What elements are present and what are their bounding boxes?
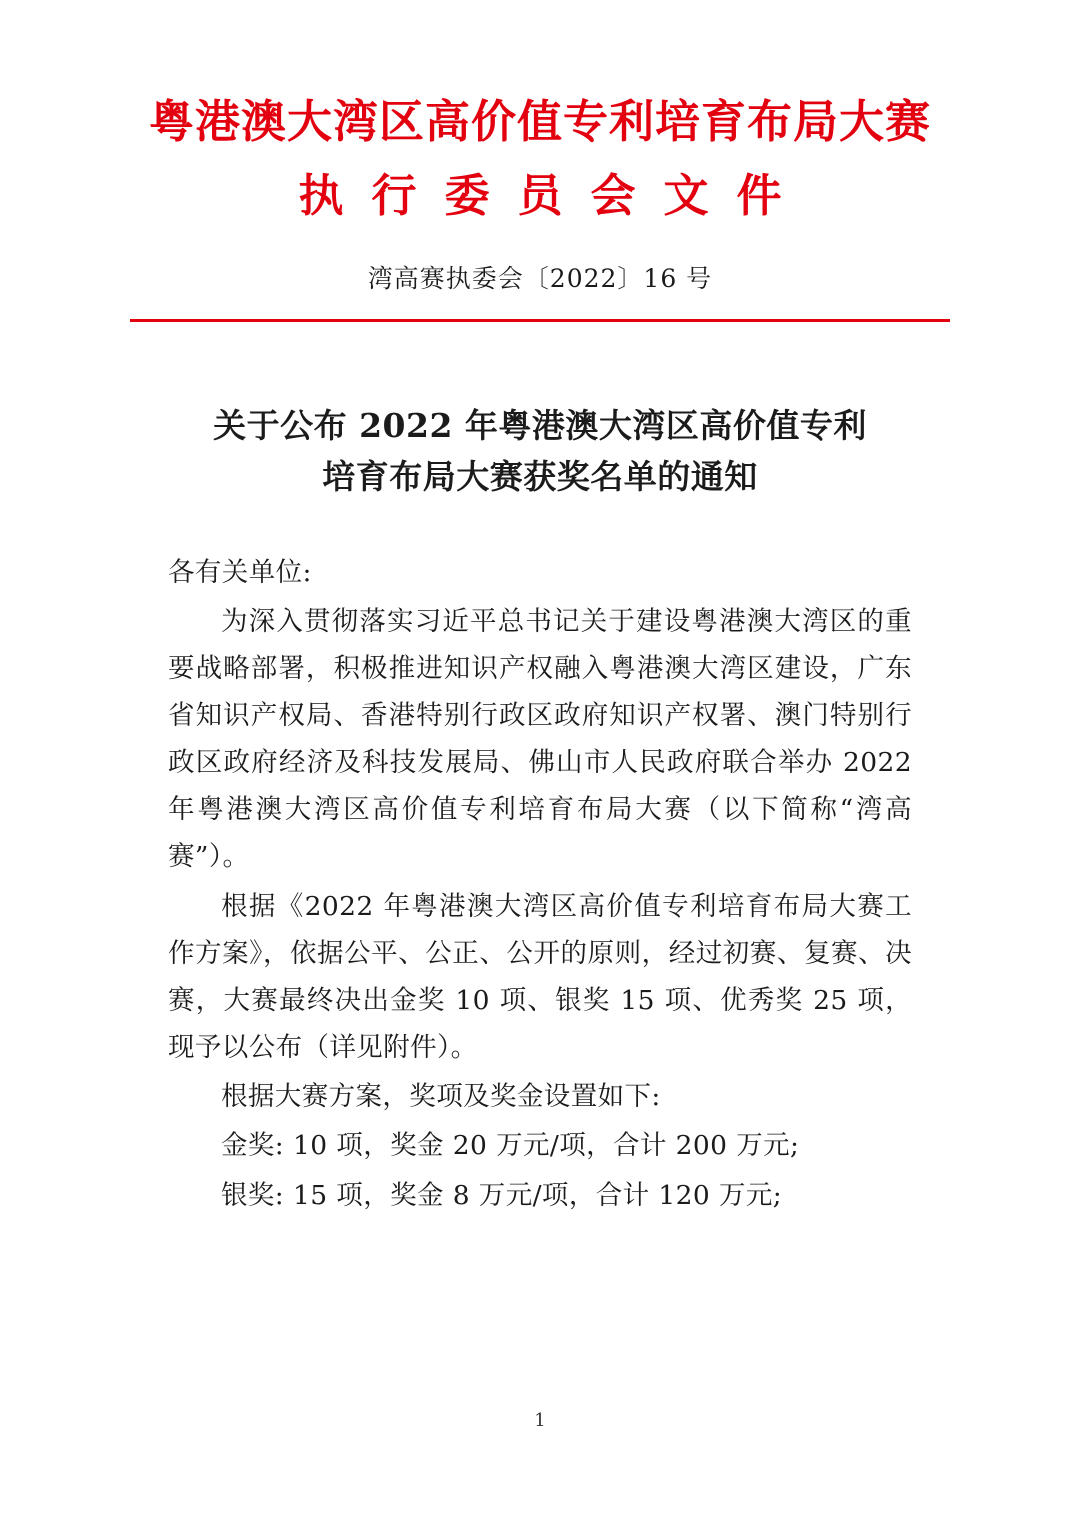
page-title <box>160 400 920 502</box>
salutation: 各有关单位: <box>168 556 312 588</box>
award-line-gold: 金奖: 10 项，奖金 20 万元/项，合计 200 万元; <box>221 1130 800 1162</box>
document-body <box>168 549 912 1219</box>
page-number: 1 <box>534 1410 546 1431</box>
masthead-divider <box>130 319 950 322</box>
page-title-line1: 关于公布 2022 年粤港澳大湾区高价值专利 <box>213 406 867 446</box>
masthead <box>0 0 1080 322</box>
body-paragraph-3: 根据大赛方案，奖项及奖金设置如下: <box>221 1081 661 1113</box>
masthead-title-line2: 执行委员会文件 <box>298 168 810 222</box>
award-line-silver: 银奖: 15 项，奖金 8 万元/项，合计 120 万元; <box>221 1179 783 1211</box>
page-title-line2: 培育布局大赛获奖名单的通知 <box>322 457 758 497</box>
body-paragraph-1: 为深入贯彻落实习近平总书记关于建设粤港澳大湾区的重要战略部署，积极推进知识产权融入粤港澳大湾区建设，广东省知识产权局、香港特别行政区政府知识产权署、澳门特别行政区政府经济及科技发展局、佛山市人民政府联合举办 2022 年粤港澳大湾区高价值专利培育布局大赛（以下简称“湾高赛”）。 <box>168 605 912 873</box>
masthead-title-line1: 粤港澳大湾区高价值专利培育布局大赛 <box>148 95 931 148</box>
body-paragraph-2: 根据《2022 年粤港澳大湾区高价值专利培育布局大赛工作方案》，依据公平、公正、公开的原则，经过初赛、复赛、决赛，大赛最终决出金奖 10 项、银奖 15 项、优秀奖 25 项，现予以公布（详见附件）。 <box>168 890 912 1064</box>
document-number: 湾高赛执委会〔2022〕16 号 <box>367 264 713 294</box>
